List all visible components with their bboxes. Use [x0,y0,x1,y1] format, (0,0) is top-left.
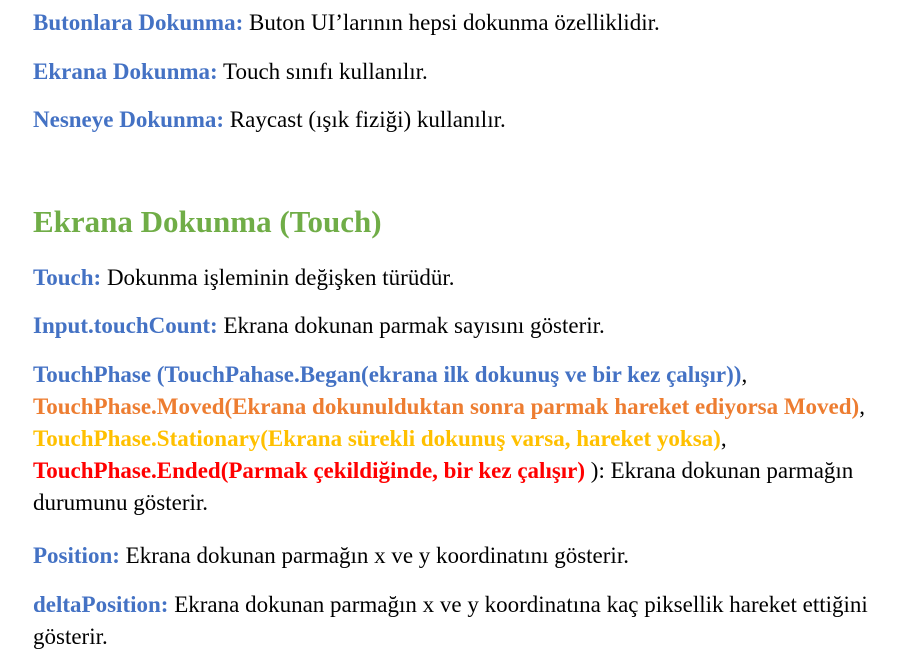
term-label: Input.touchCount: [33,313,218,338]
term-description: Ekrana dokunan parmağın x ve y koordinatını gösterir. [119,543,629,568]
term-description: Ekrana dokunan parmak sayısını gösterir. [217,313,605,338]
term-label: deltaPosition: [33,592,169,617]
separator: , [859,394,865,419]
term-description: Ekrana dokunan parmağın x ve y koordinatına kaç piksellik hareket ettiğini gösterir. [33,592,868,649]
paragraph-position [33,540,629,572]
phase-description: ): Ekrana dokunan parmağın durumunu gösterir. [33,458,854,515]
term-description: Touch sınıfı kullanılır. [217,59,428,84]
phase-began: TouchPhase (TouchPahase.Began(ekrana ilk dokunuş ve bir kez çalışır)) [33,362,742,387]
paragraph-touch-count [33,310,605,342]
phase-moved: TouchPhase.Moved(Ekrana dokunulduktan sonra parmak hareket ediyorsa Moved) [33,394,860,419]
paragraph-touch [33,262,454,294]
term-label: Nesneye Dokunma: [33,107,225,132]
term-label: Touch: [33,265,102,290]
phase-ended: TouchPhase.Ended(Parmak çekildiğinde, bir kez çalışır) [33,458,586,483]
term-label: Position: [33,543,120,568]
term-label: Ekrana Dokunma: [33,59,218,84]
paragraph-touch-phase [33,359,893,519]
term-label: Butonlara Dokunma: [33,10,244,35]
section-heading: Ekrana Dokunma (Touch) [33,204,382,239]
phase-stationary: TouchPhase.Stationary(Ekrana sürekli dokunuş varsa, hareket yoksa) [33,426,721,451]
paragraph-button-touch [33,7,660,39]
paragraph-screen-touch [33,56,428,88]
paragraph-object-touch [33,104,506,136]
separator: , [741,362,748,387]
term-description: Buton UI’larının hepsi dokunma özelliklidir. [243,10,660,35]
paragraph-delta-position [33,589,893,653]
term-description: Dokunma işleminin değişken türüdür. [101,265,455,290]
term-description: Raycast (ışık fiziği) kullanılır. [224,107,506,132]
separator: , [720,426,727,451]
